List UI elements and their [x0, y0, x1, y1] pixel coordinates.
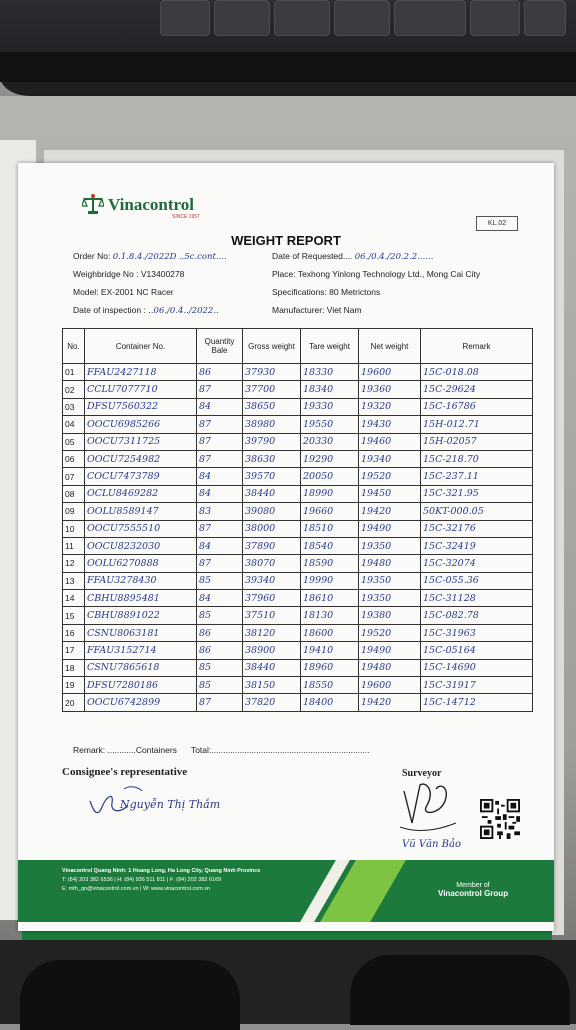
quantity-bale: 87 — [197, 450, 243, 467]
row-no: 13 — [63, 572, 85, 589]
table-row — [63, 433, 533, 450]
tare-weight: 18550 — [301, 677, 359, 694]
surveyor-signature — [396, 777, 466, 839]
quantity-bale: 84 — [197, 398, 243, 415]
remark: 15H-012.71 — [421, 416, 533, 433]
gross-weight: 38150 — [243, 677, 301, 694]
tare-weight: 19410 — [301, 642, 359, 659]
quantity-bale: 87 — [197, 694, 243, 711]
quantity-bale: 83 — [197, 503, 243, 520]
quantity-bale: 84 — [197, 537, 243, 554]
table-header-row — [63, 329, 533, 364]
place: Place: Texhong Yinlong Technology Ltd., Mong Cai City — [272, 269, 481, 279]
gross-weight: 38980 — [243, 416, 301, 433]
table-row — [63, 694, 533, 711]
table-row — [63, 520, 533, 537]
footer-email: E: mth_qn@vinacontrol.com.vn | W: www.vinacontrol.com.vn — [62, 886, 211, 892]
tare-weight: 19990 — [301, 572, 359, 589]
footer-banner — [18, 860, 554, 922]
quantity-bale: 84 — [197, 485, 243, 502]
col-gross: Gross weight — [243, 329, 301, 364]
logo-since: SINCE 1957 — [172, 214, 200, 220]
remark: 15C-31128 — [421, 590, 533, 607]
weight-table — [62, 328, 533, 712]
remark: 15C-31963 — [421, 624, 533, 641]
tare-weight: 18510 — [301, 520, 359, 537]
tare-weight: 18590 — [301, 555, 359, 572]
order-no-label: Order No: — [73, 251, 111, 261]
container-no: CSNU8063181 — [85, 624, 197, 641]
container-no: OOLU8589147 — [85, 503, 197, 520]
vinacontrol-logo — [82, 193, 200, 220]
tare-weight: 18610 — [301, 590, 359, 607]
tare-weight: 18340 — [301, 381, 359, 398]
remark: 15C-32074 — [421, 555, 533, 572]
row-no: 15 — [63, 607, 85, 624]
remark-containers: Remark: ............Containers — [73, 745, 177, 755]
container-no: FFAU3152714 — [85, 642, 197, 659]
tare-weight: 20330 — [301, 433, 359, 450]
table-row — [63, 468, 533, 485]
row-no: 18 — [63, 659, 85, 676]
row-no: 09 — [63, 503, 85, 520]
row-no: 11 — [63, 537, 85, 554]
footer-office: Vinacontrol Quang Ninh: 1 Hoang Long, Ha Long City, Quang Ninh Province — [62, 868, 261, 874]
gross-weight: 37930 — [243, 364, 301, 381]
row-no: 14 — [63, 590, 85, 607]
gross-weight: 38440 — [243, 485, 301, 502]
row-no: 12 — [63, 555, 85, 572]
shoe-right — [350, 955, 570, 1025]
container-no: CBHU8895481 — [85, 590, 197, 607]
net-weight: 19600 — [359, 677, 421, 694]
remark: 15C-055.36 — [421, 572, 533, 589]
gross-weight: 39340 — [243, 572, 301, 589]
container-no: DFSU7560322 — [85, 398, 197, 415]
member-line2: Vinacontrol Group — [438, 889, 509, 898]
form-code: KL.02 — [476, 216, 518, 231]
tare-weight: 19330 — [301, 398, 359, 415]
remark: 15C-32176 — [421, 520, 533, 537]
table-row — [63, 659, 533, 676]
container-no: OOCU6742899 — [85, 694, 197, 711]
quantity-bale: 86 — [197, 624, 243, 641]
table-row — [63, 555, 533, 572]
requested-value: 06./0.4./20.2.2...... — [354, 252, 434, 262]
tare-weight: 18400 — [301, 694, 359, 711]
weighbridge-no: Weighbridge No : V13400278 — [73, 269, 185, 279]
keyboard-edge — [0, 52, 576, 82]
container-no: DFSU7280186 — [85, 677, 197, 694]
table-row — [63, 677, 533, 694]
quantity-bale: 86 — [197, 642, 243, 659]
remark: 15C-32419 — [421, 537, 533, 554]
table-row — [63, 537, 533, 554]
tare-weight: 19660 — [301, 503, 359, 520]
row-no: 16 — [63, 624, 85, 641]
consignee-name: Nguyễn Thị Thắm — [120, 798, 221, 811]
row-no: 17 — [63, 642, 85, 659]
col-no: No. — [63, 329, 85, 364]
net-weight: 19320 — [359, 398, 421, 415]
remark: 15C-31917 — [421, 677, 533, 694]
gross-weight: 38440 — [243, 659, 301, 676]
quantity-bale: 87 — [197, 433, 243, 450]
net-weight: 19340 — [359, 450, 421, 467]
gross-weight: 37700 — [243, 381, 301, 398]
weight-report-document — [18, 163, 554, 931]
col-container: Container No. — [85, 329, 197, 364]
net-weight: 19350 — [359, 537, 421, 554]
net-weight: 19460 — [359, 433, 421, 450]
col-tare: Tare weight — [301, 329, 359, 364]
remark: 15C-14690 — [421, 659, 533, 676]
tare-weight: 20050 — [301, 468, 359, 485]
tare-weight: 18600 — [301, 624, 359, 641]
container-no: OCLU8469282 — [85, 485, 197, 502]
remark: 15C-218.70 — [421, 450, 533, 467]
windows-key — [274, 0, 330, 36]
quantity-bale: 85 — [197, 607, 243, 624]
model: Model: EX-2001 NC Racer — [73, 287, 174, 297]
gross-weight: 38120 — [243, 624, 301, 641]
keyboard-key — [394, 0, 466, 36]
remark-line — [73, 745, 370, 755]
order-no-value: 0.1.8.4./2022D — [112, 252, 177, 262]
gross-weight: 39790 — [243, 433, 301, 450]
gross-weight: 38650 — [243, 398, 301, 415]
tare-weight: 19550 — [301, 416, 359, 433]
table-row — [63, 624, 533, 641]
col-quantity: Quantity Bale — [197, 329, 243, 364]
row-no: 07 — [63, 468, 85, 485]
remark: 15C-29624 — [421, 381, 533, 398]
row-no: 10 — [63, 520, 85, 537]
keyboard-key — [470, 0, 520, 36]
net-weight: 19420 — [359, 694, 421, 711]
order-suffix: ..5c.cont.... — [178, 252, 227, 262]
tare-weight: 18990 — [301, 485, 359, 502]
table-row — [63, 590, 533, 607]
footer-phone: T: (84) 203 382 6536 | H: (84) 936 511 811 | F: (84) 203 382 6169 — [62, 877, 222, 883]
quantity-bale: 86 — [197, 364, 243, 381]
quantity-bale: 87 — [197, 555, 243, 572]
date-requested — [272, 251, 433, 262]
row-no: 03 — [63, 398, 85, 415]
gross-weight: 37510 — [243, 607, 301, 624]
net-weight: 19520 — [359, 468, 421, 485]
tare-weight: 18130 — [301, 607, 359, 624]
table-row — [63, 416, 533, 433]
net-weight: 19360 — [359, 381, 421, 398]
date-of-inspection — [73, 305, 219, 316]
row-no: 05 — [63, 433, 85, 450]
surveyor-label: Surveyor — [402, 768, 442, 779]
tare-weight: 18540 — [301, 537, 359, 554]
table-row — [63, 485, 533, 502]
row-no: 08 — [63, 485, 85, 502]
row-no: 02 — [63, 381, 85, 398]
container-no: OOCU7555510 — [85, 520, 197, 537]
gross-weight: 37960 — [243, 590, 301, 607]
row-no: 20 — [63, 694, 85, 711]
gross-weight: 38630 — [243, 450, 301, 467]
col-net: Net weight — [359, 329, 421, 364]
keyboard-key — [214, 0, 270, 36]
container-no: CSNU7865618 — [85, 659, 197, 676]
net-weight: 19600 — [359, 364, 421, 381]
table-row — [63, 642, 533, 659]
table-row — [63, 364, 533, 381]
keyboard-key — [334, 0, 390, 36]
col-remark: Remark — [421, 329, 533, 364]
net-weight: 19380 — [359, 607, 421, 624]
net-weight: 19350 — [359, 572, 421, 589]
consignee-label: Consignee's representative — [62, 766, 188, 778]
container-no: FFAU2427118 — [85, 364, 197, 381]
net-weight: 19520 — [359, 624, 421, 641]
page-title: WEIGHT REPORT — [231, 233, 341, 248]
quantity-bale: 87 — [197, 520, 243, 537]
gross-weight: 39570 — [243, 468, 301, 485]
remark: 15C-082.78 — [421, 607, 533, 624]
row-no: 01 — [63, 364, 85, 381]
container-no: OOCU7254982 — [85, 450, 197, 467]
keyboard — [0, 0, 576, 96]
back-paper-footer — [22, 930, 552, 940]
remark: 15C-05164 — [421, 642, 533, 659]
gross-weight: 39080 — [243, 503, 301, 520]
container-no: OOCU6985266 — [85, 416, 197, 433]
net-weight: 19350 — [359, 590, 421, 607]
quantity-bale: 85 — [197, 677, 243, 694]
member-line1: Member of — [456, 882, 490, 889]
member-of — [438, 882, 508, 898]
keyboard-key — [160, 0, 210, 36]
manufacturer: Manufacturer: Viet Nam — [272, 305, 362, 315]
row-no: 06 — [63, 450, 85, 467]
quantity-bale: 85 — [197, 572, 243, 589]
tare-weight: 18960 — [301, 659, 359, 676]
net-weight: 19490 — [359, 642, 421, 659]
gross-weight: 38900 — [243, 642, 301, 659]
table-row — [63, 572, 533, 589]
qr-code — [480, 799, 520, 839]
container-no: FFAU3278430 — [85, 572, 197, 589]
row-no: 19 — [63, 677, 85, 694]
order-no — [73, 251, 227, 262]
remark: 15C-321.95 — [421, 485, 533, 502]
table-row — [63, 398, 533, 415]
remark: 15C-16786 — [421, 398, 533, 415]
container-no: CCLU7077710 — [85, 381, 197, 398]
table-row — [63, 381, 533, 398]
keyboard-key — [524, 0, 566, 36]
table-row — [63, 607, 533, 624]
container-no: CBHU8891022 — [85, 607, 197, 624]
remark: 15C-018.08 — [421, 364, 533, 381]
total: Total:................................................................... — [190, 745, 370, 755]
gross-weight: 37820 — [243, 694, 301, 711]
net-weight: 19480 — [359, 659, 421, 676]
surveyor-name: Vũ Văn Bảo — [402, 839, 461, 850]
requested-label: Date of Requested.... — [272, 251, 353, 261]
quantity-bale: 85 — [197, 659, 243, 676]
remark: 15H-02057 — [421, 433, 533, 450]
net-weight: 19430 — [359, 416, 421, 433]
container-no: OOCU7311725 — [85, 433, 197, 450]
remark: 15C-237.11 — [421, 468, 533, 485]
inspection-label: Date of inspection : — [73, 305, 149, 315]
net-weight: 19450 — [359, 485, 421, 502]
container-no: OOLU6270888 — [85, 555, 197, 572]
quantity-bale: 87 — [197, 416, 243, 433]
inspection-value: ..06./0.4../2022.. — [148, 306, 219, 316]
specifications: Specifications: 80 Metrictons — [272, 287, 381, 297]
remark: 15C-14712 — [421, 694, 533, 711]
tare-weight: 18330 — [301, 364, 359, 381]
table-row — [63, 450, 533, 467]
gross-weight: 38000 — [243, 520, 301, 537]
container-no: OOCU8232030 — [85, 537, 197, 554]
quantity-bale: 84 — [197, 590, 243, 607]
quantity-bale: 87 — [197, 381, 243, 398]
gross-weight: 38070 — [243, 555, 301, 572]
shoe-left — [20, 960, 240, 1030]
logo-name: Vinacontrol — [108, 195, 194, 214]
remark: 50KT-000.05 — [421, 503, 533, 520]
row-no: 04 — [63, 416, 85, 433]
net-weight: 19490 — [359, 520, 421, 537]
tare-weight: 19290 — [301, 450, 359, 467]
gross-weight: 37890 — [243, 537, 301, 554]
scale-icon — [82, 193, 104, 215]
quantity-bale: 84 — [197, 468, 243, 485]
net-weight: 19480 — [359, 555, 421, 572]
net-weight: 19420 — [359, 503, 421, 520]
table-row — [63, 503, 533, 520]
container-no: COCU7473789 — [85, 468, 197, 485]
